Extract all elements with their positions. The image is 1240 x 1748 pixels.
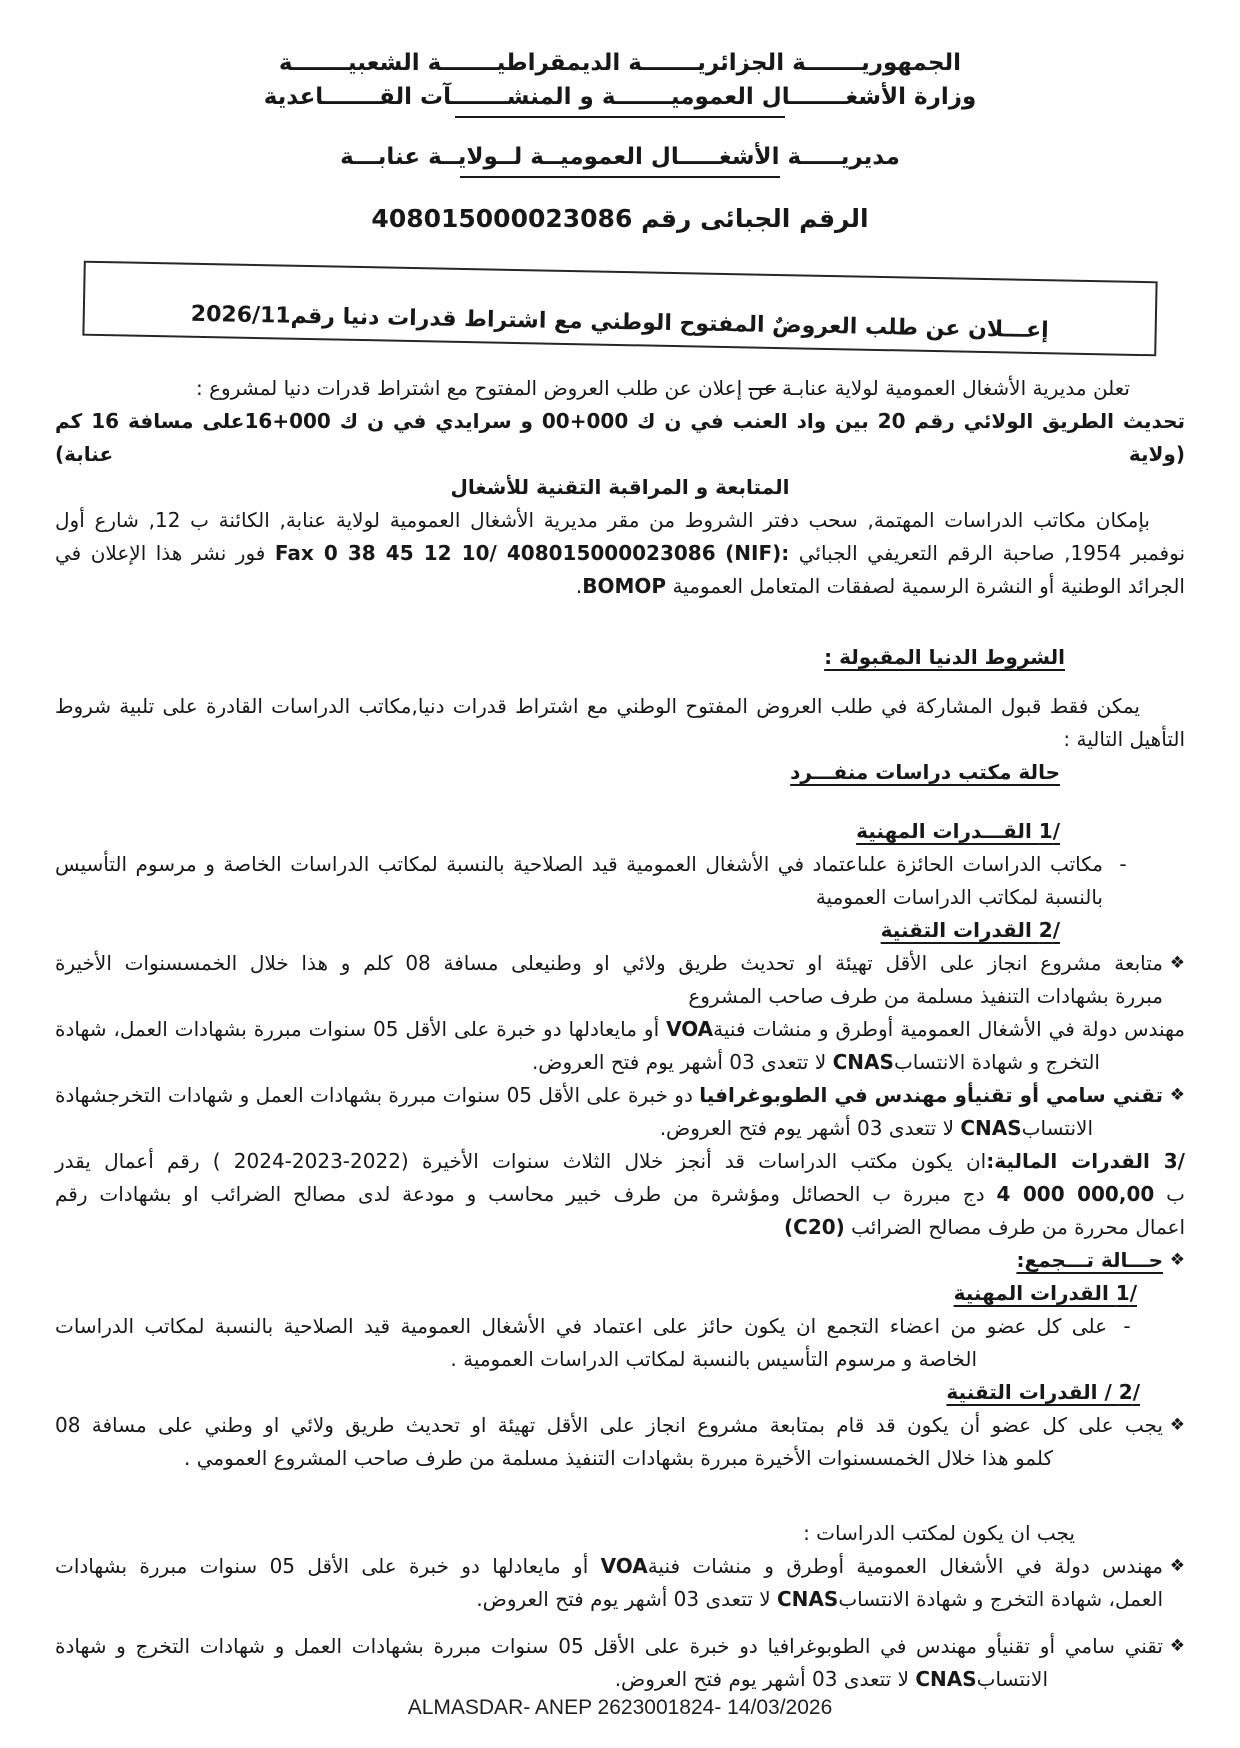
group-heading-item bbox=[55, 1244, 1185, 1277]
single-topographer-line-2: الانتسابCNAS لا تتعدى 03 أشهر يوم فتح العروض. bbox=[659, 1116, 1093, 1140]
single-engineer-line-2: التخرج و شهادة الانتسابCNAS لا تتعدى 03 أشهر يوم فتح العروض. bbox=[531, 1050, 1100, 1074]
group-technical-line-2: كلمو هذا خلال الخمسسنوات الأخيرة مبررة بشهادات التنفيذ مسلمة من طرف صاحب المشروع العمومي . bbox=[184, 1446, 1053, 1470]
bomop-label: BOMOP bbox=[582, 574, 667, 598]
single-technical-line-1: متابعة مشروع انجاز على الأقل تهيئة او تحديث طريق ولائي او وطنيعلى مسافة 08 كلم و هذا خلال الخمسسنوات الأخيرة bbox=[55, 951, 1163, 975]
conditions-intro bbox=[55, 690, 1185, 756]
single-professional-line-1: مكاتب الدراسات الحائزة علىاعتماد في الأشغال العمومية قيد الصلاحية بالنسبة لمكاتب الدراسات الخاصة و مرسوم التأسيس bbox=[55, 852, 1103, 876]
group-engineer-line-1: مهندس دولة في الأشغال العمومية أوطرق و منشات فنيةVOA أو مايعادلها دو خبرة على الأقل 05 سنوات مبررة بشهادات bbox=[55, 1554, 1164, 1578]
project-title-line: تحديث الطريق الولائي رقم 20 بين واد العنب في ن ك 00+000 و سرايدي في ن ك 16+000على مسافة 16 كم (ولاية عنابة) bbox=[55, 409, 1186, 466]
withdraw-line-2: نوفمبر 1954, صاحبة الرقم التعريفي الجبائي (NIF): Fax 0 38 45 12 10/ 408015000023086 فور نشر هذا الإعلان في bbox=[55, 541, 1186, 565]
single-technical-line-2: مبررة بشهادات التنفيذ مسلمة من طرف صاحب المشروع bbox=[688, 984, 1163, 1008]
single-professional-heading: /1 القـــدرات المهنية bbox=[856, 819, 1060, 843]
diamond-bullet: ❖ bbox=[1169, 953, 1185, 973]
voa-label: VOA bbox=[666, 1017, 714, 1041]
anep-credit-line: ALMASDAR- ANEP 2623001824- 14/03/2026 bbox=[407, 1696, 833, 1719]
fiscal-number-line bbox=[55, 204, 1185, 233]
conditions-intro-line-1: يمكن فقط قبول المشاركة في طلب العروض المفتوح الوطني مع اشتراط قدرات دنيا,مكاتب الدراسات القادرة على تلبية شروط bbox=[55, 694, 1140, 718]
single-financial-paragraph bbox=[55, 1145, 1185, 1244]
single-topographer-line-1: تقني سامي أو تقنيأو مهندس في الطوبوغرافيا دو خبرة على الأقل 05 سنوات مبررة بشهادات العمل و شهادات التخرجشهادة bbox=[55, 1083, 1163, 1107]
single-engineer-paragraph bbox=[55, 1013, 1185, 1079]
single-financial-line-2: ب 4 000 000,00 دج مبررة ب الحصائل ومؤشرة من طرف خبير محاسب و مودعة لدى مصالح الضرائب او بشهادات رقم bbox=[55, 1182, 1185, 1206]
diamond-bullet: ❖ bbox=[1169, 1556, 1185, 1576]
cnas-label: CNAS bbox=[960, 1116, 1022, 1140]
pk-end: 16+000 bbox=[244, 409, 331, 433]
conditions-intro-line-2: التأهيل التالية : bbox=[1063, 727, 1185, 751]
single-office-heading: حالة مكتب دراسات منفـــرد bbox=[790, 760, 1060, 784]
group-professional-item bbox=[55, 1310, 1147, 1376]
cnas-label: CNAS bbox=[832, 1050, 894, 1074]
withdraw-paragraph bbox=[55, 504, 1185, 603]
turnover-amount: 4 000 000,00 bbox=[996, 1182, 1155, 1206]
c20-label: (C20) bbox=[784, 1215, 845, 1239]
single-technical-item bbox=[55, 947, 1185, 1013]
group-professional-line-2: الخاصة و مرسوم التأسيس بالنسبة لمكاتب الدراسات العمومية . bbox=[450, 1347, 977, 1371]
financial-heading: /3 القدرات المالية: bbox=[986, 1149, 1185, 1173]
fiscal-number: 408015000023086 bbox=[371, 204, 633, 233]
single-financial-line-1: /3 القدرات المالية:ان يكون مكتب الدراسات قد أنجز خلال الثلاث سنوات الأخيرة ( 2024-2023-2022) رقم أعمال يقدر bbox=[55, 1149, 1185, 1173]
single-professional-line-2: بالنسبة لمكاتب الدراسات العمومية bbox=[815, 885, 1103, 909]
fiscal-years: ( 2024-2023-2022) bbox=[212, 1149, 409, 1173]
ministry-underline bbox=[455, 116, 785, 118]
single-financial-line-3: اعمال محررة من طرف مصالح الضرائب (C20) bbox=[784, 1215, 1185, 1239]
directorate-underline bbox=[460, 176, 780, 178]
single-technical-heading: /2 القدرات التقنية bbox=[880, 918, 1060, 942]
intro-paragraph bbox=[55, 372, 1185, 504]
notice-title: إعـــلان عن طلب العروضٌ المفتوح الوطني مع اشتراط قدرات دنيا رقم2026/11 bbox=[190, 301, 1049, 344]
single-engineer-line-1: مهندس دولة في الأشغال العمومية أوطرق و منشات فنيةVOA أو مايعادلها دو خبرة على الأقل 05 سنوات مبررة بشهادات العمل، شهادة bbox=[55, 1017, 1186, 1041]
diamond-bullet: ❖ bbox=[1169, 1415, 1185, 1435]
withdraw-line-3: الجرائد الوطنية أو النشرة الرسمية لصفقات المتعامل العمومية BOMOP. bbox=[575, 574, 1185, 598]
group-topographer-line-2: الانتسابCNAS لا تتعدى 03 أشهر يوم فتح العروض. bbox=[614, 1667, 1048, 1691]
withdraw-line-1: بإمكان مكاتب الدراسات المهتمة, سحب دفتر الشروط من مقر مديرية الأشغال العمومية لولاية عنابة, الكائنة ب 12, شارع أول bbox=[55, 508, 1150, 532]
group-professional-heading: /1 القدرات المهنية bbox=[953, 1281, 1137, 1305]
republic-line: الجمهوريـــــــة الجزائريـــــــة الديمقراطيـــــــة الشعبيـــــــة bbox=[278, 50, 962, 76]
dash-bullet: - bbox=[1119, 852, 1127, 876]
intro-line-1: تعلن مديرية الأشغال العمومية لولاية عنابـة عن إعلان عن طلب العروض المفتوح مع اشتراط قدرات دنيا لمشروع : bbox=[196, 376, 1130, 400]
group-heading: حـــالة تـــجمع: bbox=[1016, 1248, 1163, 1272]
diamond-bullet: ❖ bbox=[1169, 1085, 1185, 1105]
group-technical-item bbox=[55, 1409, 1185, 1475]
directorate-line: مديريـــــة الأشغـــــال العموميــة لــولايــة عنابـــة bbox=[340, 144, 900, 170]
group-technical-heading: /2 / القدرات التقنية bbox=[946, 1380, 1140, 1404]
group-professional-line-1: على كل عضو من اعضاء التجمع ان يكون حائز على اعتماد في الأشغال العمومية قيد الصلاحية بالنسبة لمكاتب الدراسات bbox=[55, 1314, 1107, 1338]
dash-bullet: - bbox=[1123, 1314, 1131, 1338]
diamond-bullet: ❖ bbox=[1169, 1250, 1185, 1270]
diamond-bullet: ❖ bbox=[1169, 1636, 1185, 1656]
fax-number: Fax 0 38 45 12 10/ 408015000023086 bbox=[274, 541, 716, 565]
nif-label: (NIF): bbox=[725, 541, 790, 565]
group-technical-line-1: يجب على كل عضو أن يكون قد قام بمتابعة مشروع انجاز على الأقل تهيئة او تحديث طريق ولائي او وطني على مسافة 08 bbox=[55, 1413, 1163, 1437]
group-topographer-line-1: تقني سامي أو تقنيأو مهندس في الطوبوغرافيا دو خبرة على الأقل 05 سنوات مبررة بشهادات العمل و شهادات التخرج و شهادة bbox=[55, 1634, 1163, 1658]
notice-title-box bbox=[82, 261, 1157, 357]
group-engineer-line-2: العمل، شهادة التخرج و شهادة الانتسابCNAS لا تتعدى 03 أشهر يوم فتح العروض. bbox=[476, 1587, 1163, 1611]
single-professional-item bbox=[55, 848, 1143, 914]
group-topographer-item bbox=[55, 1630, 1185, 1696]
cnas-label: CNAS bbox=[915, 1667, 977, 1691]
group-must-have-line: يجب ان يكون لمكتب الدراسات : bbox=[803, 1521, 1075, 1545]
struck-word: عن bbox=[748, 376, 776, 400]
project-subtitle-line: المتابعة و المراقبة التقنية للأشغال bbox=[450, 475, 790, 499]
cnas-label: CNAS bbox=[777, 1587, 839, 1611]
single-topographer-item bbox=[55, 1079, 1185, 1145]
conditions-heading: الشروط الدنيا المقبولة : bbox=[824, 645, 1065, 669]
voa-label: VOA bbox=[600, 1554, 648, 1578]
pk-start: 00+000 bbox=[541, 409, 629, 433]
ministry-line: وزارة الأشغـــــــال العموميـــــــة و المنشـــــــآت القـــــــاعدية bbox=[263, 84, 977, 110]
group-engineer-item bbox=[55, 1550, 1185, 1616]
fiscal-label: الرقم الجبائى رقم bbox=[632, 204, 869, 233]
notice-number: 2026/11 bbox=[190, 301, 291, 329]
